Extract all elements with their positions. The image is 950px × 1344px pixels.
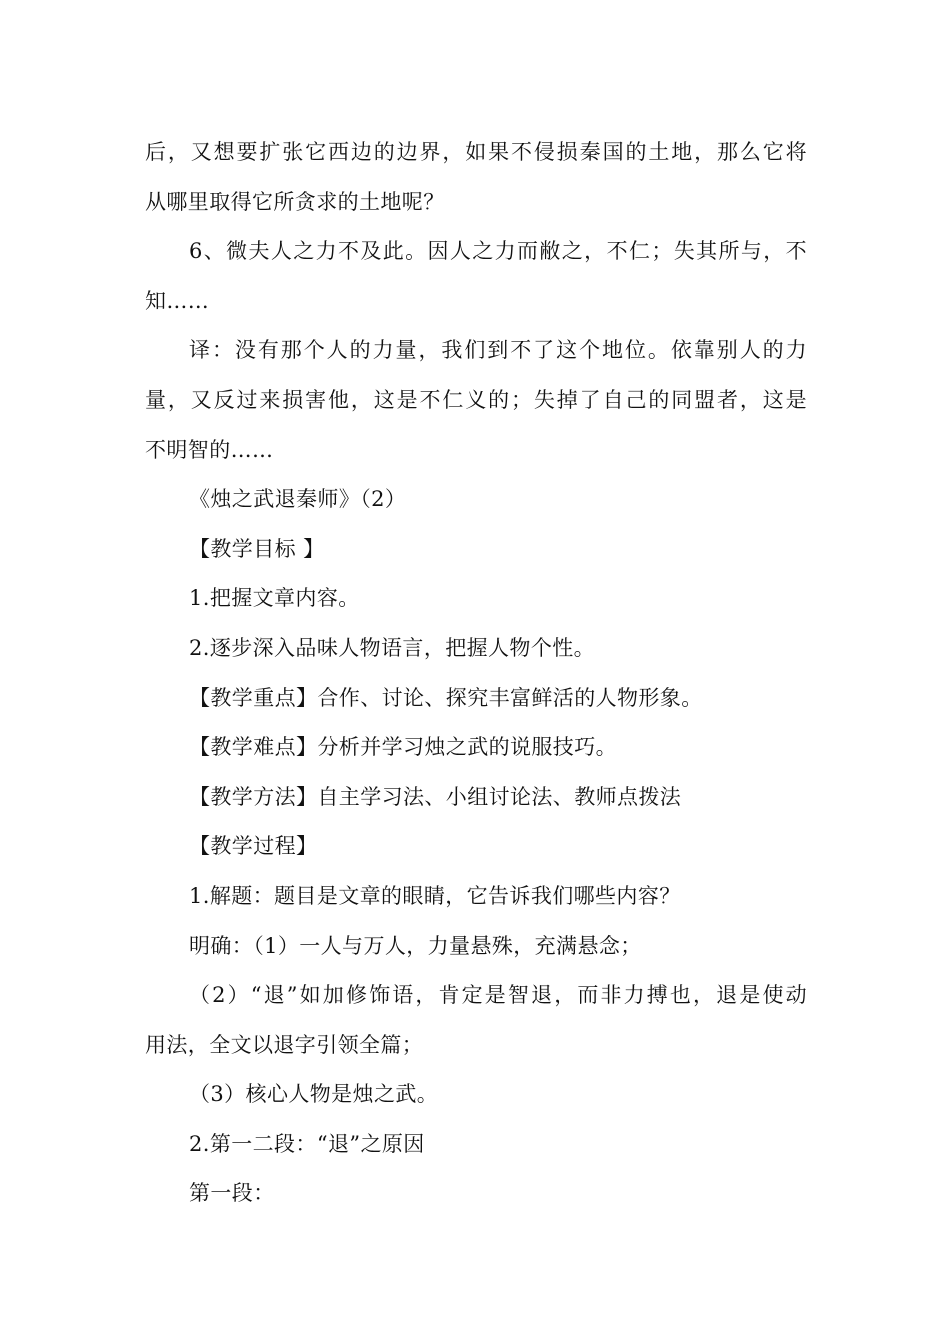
section-title: 《烛之武退秦师》（2） [189,487,407,512]
teaching-focus: 【教学重点】合作、讨论、探究丰富鲜活的人物形象。 [189,685,703,710]
text-line-2: 从哪里取得它所贪求的土地呢？ [145,189,445,214]
process-step-2: 2.第一二段：“退”之原因 [189,1131,425,1156]
clarification-2-cont: 用法，全文以退字引领全篇； [145,1032,424,1057]
text-line-5: 译：没有那个人的力量，我们到不了这个地位。依靠别人的力 [189,338,807,363]
clarification-1: 明确：（1）一人与万人，力量悬殊，充满悬念； [189,933,642,958]
heading-teaching-process: 【教学过程】 [189,834,318,859]
heading-teaching-goals: 【教学目标 】 [189,536,325,561]
paragraph-one-label: 第一段： [189,1181,275,1206]
text-line-1: 后，又想要扩张它西边的边界，如果不侵损秦国的土地，那么它将 [145,140,807,164]
goal-item-1: 1.把握文章内容。 [189,586,360,611]
text-line-6: 量，又反过来损害他，这是不仁义的；失掉了自己的同盟者，这是 [145,387,807,412]
text-line-4: 知…… [145,288,210,313]
clarification-2: （2）“退”如加修饰语，肯定是智退，而非力搏也，退是使动 [189,983,807,1008]
text-line-3: 6、微夫人之力不及此。因人之力而敝之，不仁；失其所与，不 [189,239,807,264]
teaching-methods: 【教学方法】自主学习法、小组讨论法、教师点拨法 [189,784,682,809]
process-step-1: 1.解题：题目是文章的眼睛，它告诉我们哪些内容？ [189,883,681,908]
document-body [145,128,807,1219]
goal-item-2: 2.逐步深入品味人物语言，把握人物个性。 [189,635,596,660]
clarification-3: （3）核心人物是烛之武。 [189,1082,439,1107]
teaching-difficulty: 【教学难点】分析并学习烛之武的说服技巧。 [189,735,617,760]
text-line-7: 不明智的…… [145,437,274,462]
